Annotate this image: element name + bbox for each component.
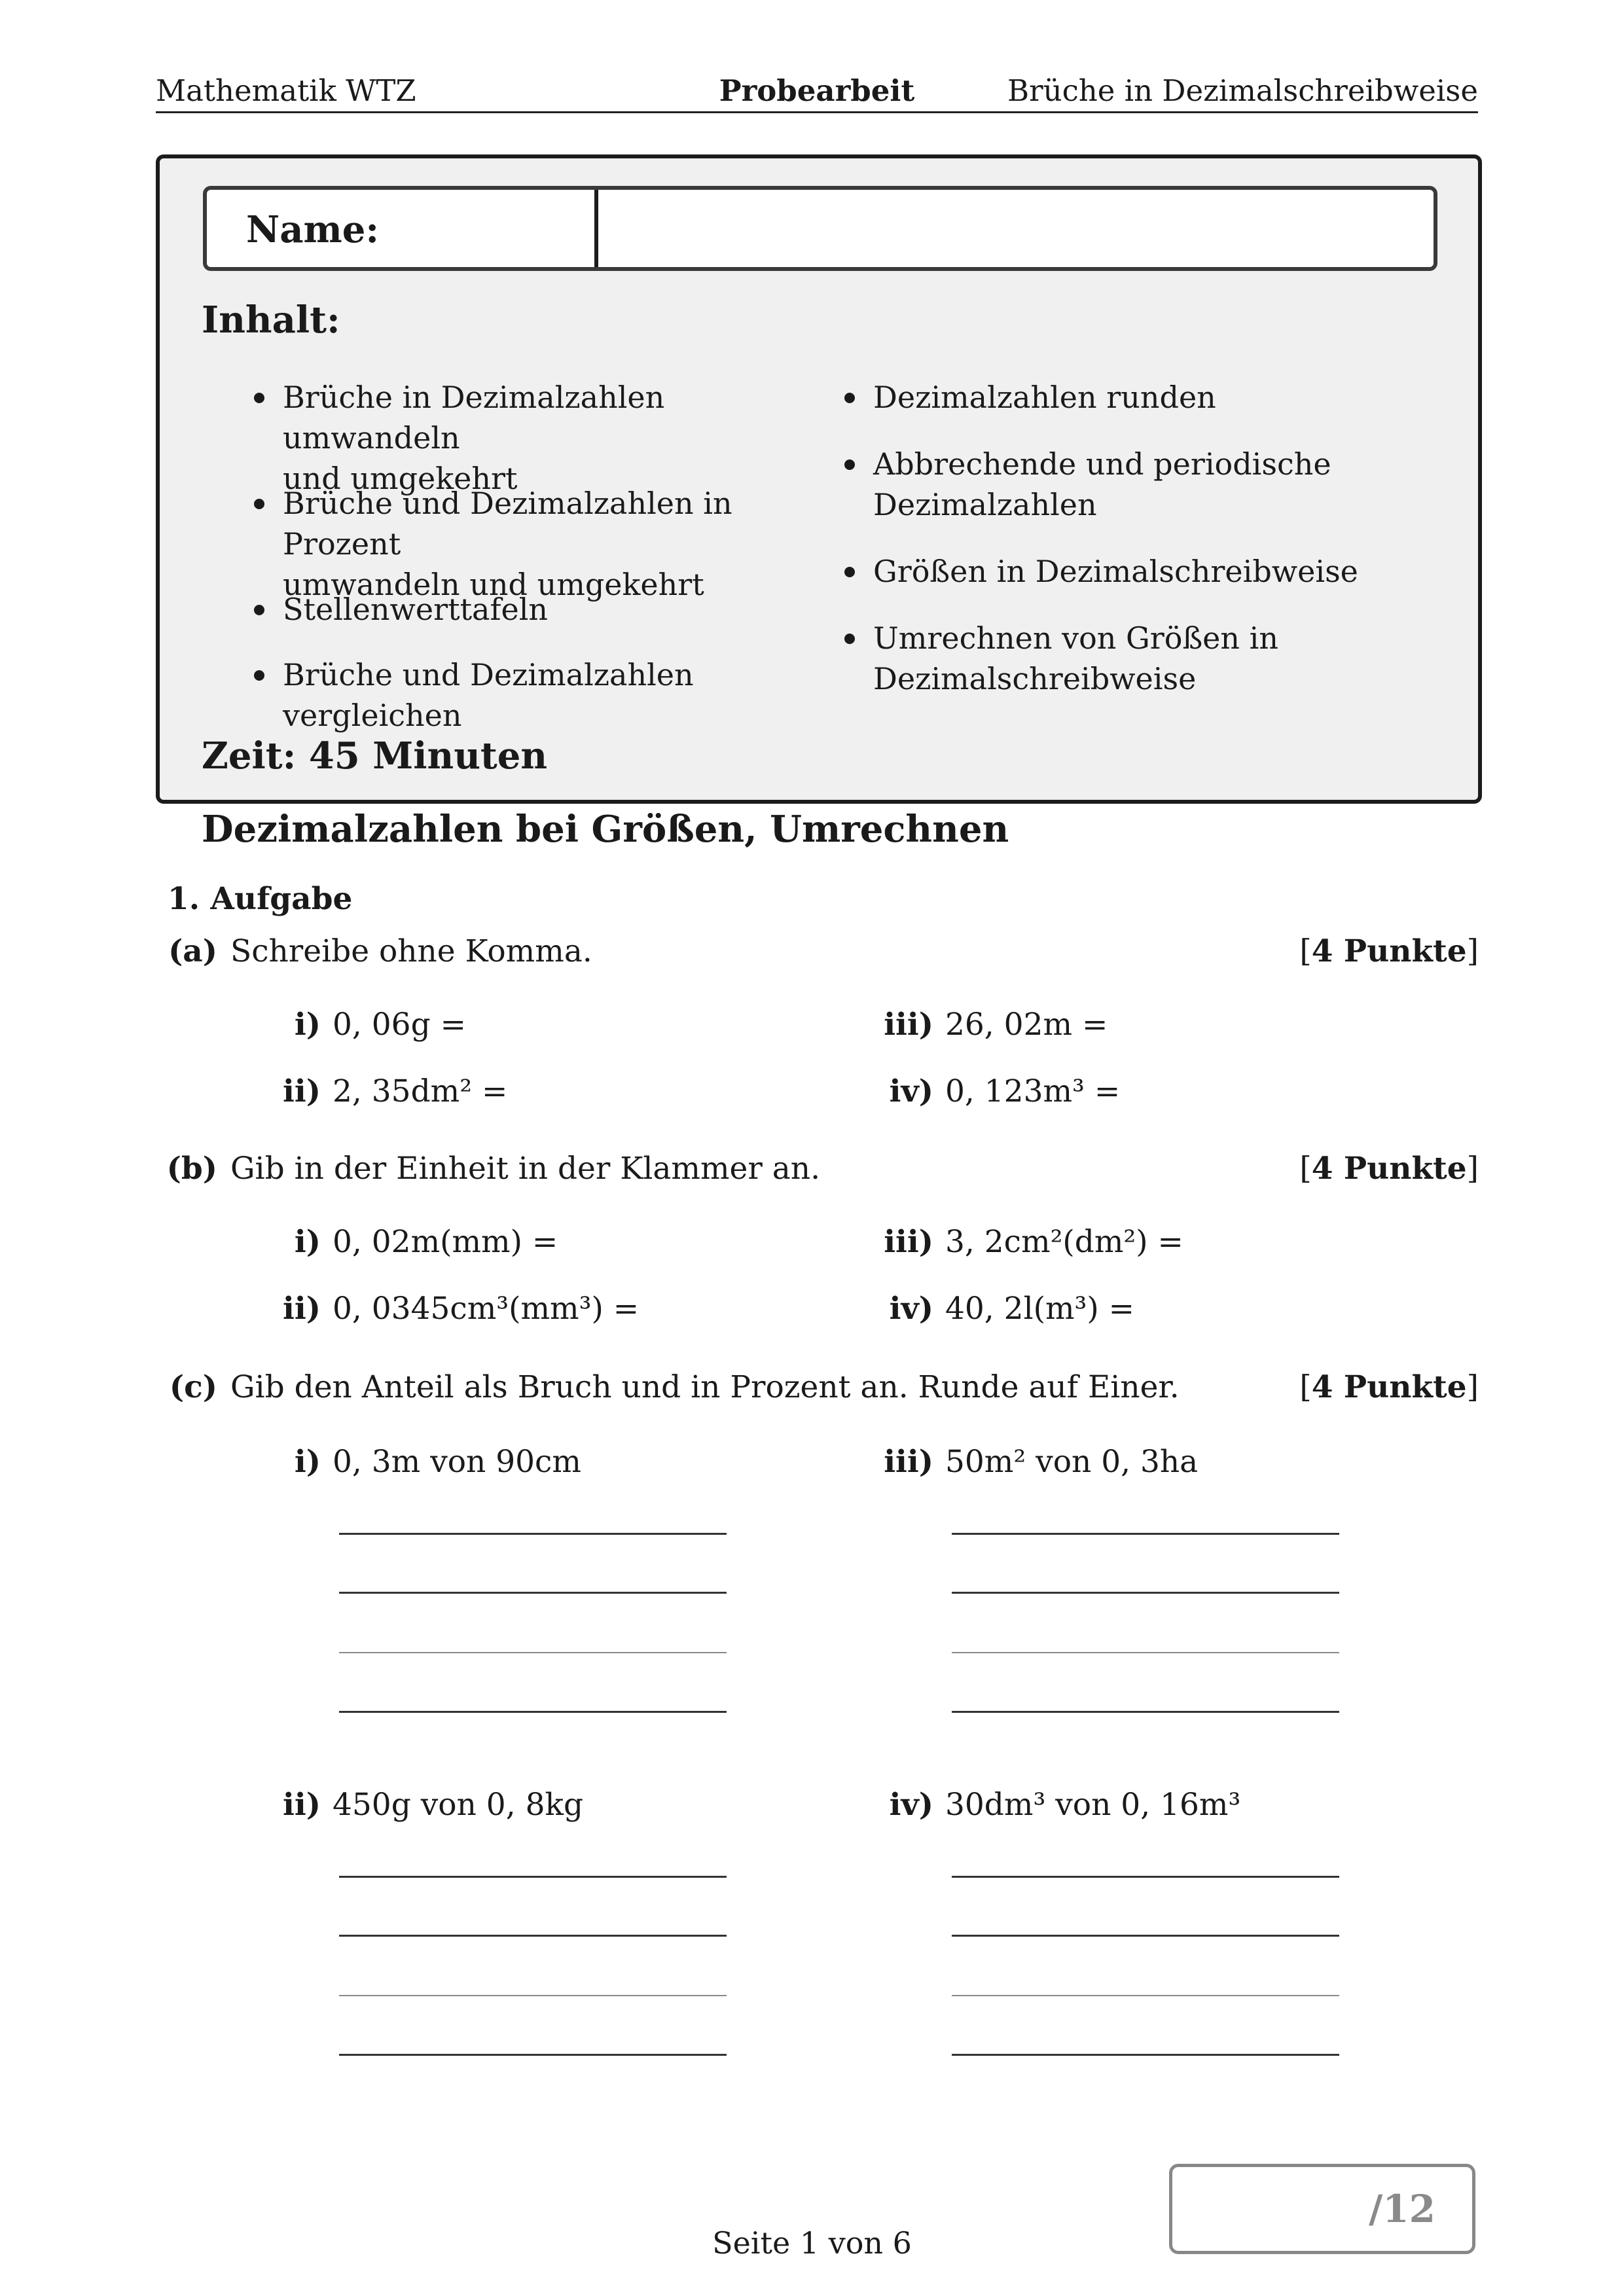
topics-right (840, 377, 1430, 699)
answer-line[interactable] (339, 2054, 727, 2056)
points-badge: [4 Punkte] (1299, 1151, 1479, 1187)
answer-line[interactable] (339, 1652, 727, 1653)
bullet-icon (254, 393, 264, 403)
answer-line[interactable] (339, 1935, 727, 1937)
score-total: /12 (1369, 2187, 1435, 2231)
topic-item: Abbrechende und periodische Dezimalzahlen (840, 444, 1430, 525)
answer-line[interactable] (339, 1533, 727, 1535)
bullet-icon (844, 393, 855, 403)
inhalt-heading: Inhalt: (202, 298, 340, 342)
points-badge: [4 Punkte] (1299, 933, 1479, 969)
part-label: (c) (169, 1369, 217, 1405)
topics-left (250, 377, 839, 736)
answer-line[interactable] (339, 1876, 727, 1878)
topic-item: Brüche und Dezimalzahlen vergleichen (250, 655, 839, 736)
bullet-icon (254, 499, 264, 509)
topic-item: Brüche in Dezimalzahlen umwandeln und umgekehrt (250, 377, 839, 458)
header-topic: Brüche in Dezimalschreibweise (1007, 73, 1478, 108)
topic-item: Dezimalzahlen runden (840, 377, 1430, 418)
part-instruction: Schreibe ohne Komma. (230, 933, 592, 969)
answer-line[interactable] (952, 1592, 1339, 1594)
bullet-icon (844, 567, 855, 577)
info-box (156, 154, 1482, 804)
name-field[interactable] (203, 186, 1437, 271)
section-title: Dezimalzahlen bei Größen, Umrechnen (202, 808, 1009, 851)
name-divider (594, 190, 598, 267)
header-subject: Mathematik WTZ (156, 73, 416, 108)
topic-item: Brüche und Dezimalzahlen in Prozent umwandeln und umgekehrt (250, 483, 839, 564)
answer-line[interactable] (952, 1711, 1339, 1713)
name-label: Name: (246, 208, 380, 251)
answer-line[interactable] (952, 1995, 1339, 1996)
part-label: (b) (166, 1151, 217, 1187)
bullet-icon (844, 459, 855, 470)
header-title: Probearbeit (719, 73, 915, 108)
task-heading: 1. Aufgabe (168, 881, 353, 917)
points-badge: [4 Punkte] (1299, 1369, 1479, 1405)
answer-line[interactable] (952, 1935, 1339, 1937)
part-instruction: Gib in der Einheit in der Klammer an. (230, 1151, 821, 1187)
answer-line[interactable] (952, 1652, 1339, 1653)
answer-line[interactable] (339, 1711, 727, 1713)
time-limit: Zeit: 45 Minuten (202, 734, 548, 778)
bullet-icon (254, 670, 264, 681)
page-header (156, 68, 1478, 113)
topic-item: Stellenwerttafeln (250, 589, 839, 630)
part-label: (a) (168, 933, 217, 969)
page-number: Seite 1 von 6 (712, 2225, 912, 2261)
topic-item: Größen in Dezimalschreibweise (840, 551, 1430, 592)
answer-line[interactable] (952, 1876, 1339, 1878)
answer-line[interactable] (339, 1592, 727, 1594)
bullet-icon (844, 634, 855, 644)
answer-line[interactable] (952, 2054, 1339, 2056)
answer-line[interactable] (952, 1533, 1339, 1535)
part-instruction: Gib den Anteil als Bruch und in Prozent an. Runde auf Einer. (230, 1369, 1180, 1405)
topic-item: Umrechnen von Größen in Dezimalschreibweise (840, 618, 1430, 699)
answer-line[interactable] (339, 1995, 727, 1996)
bullet-icon (254, 605, 264, 615)
